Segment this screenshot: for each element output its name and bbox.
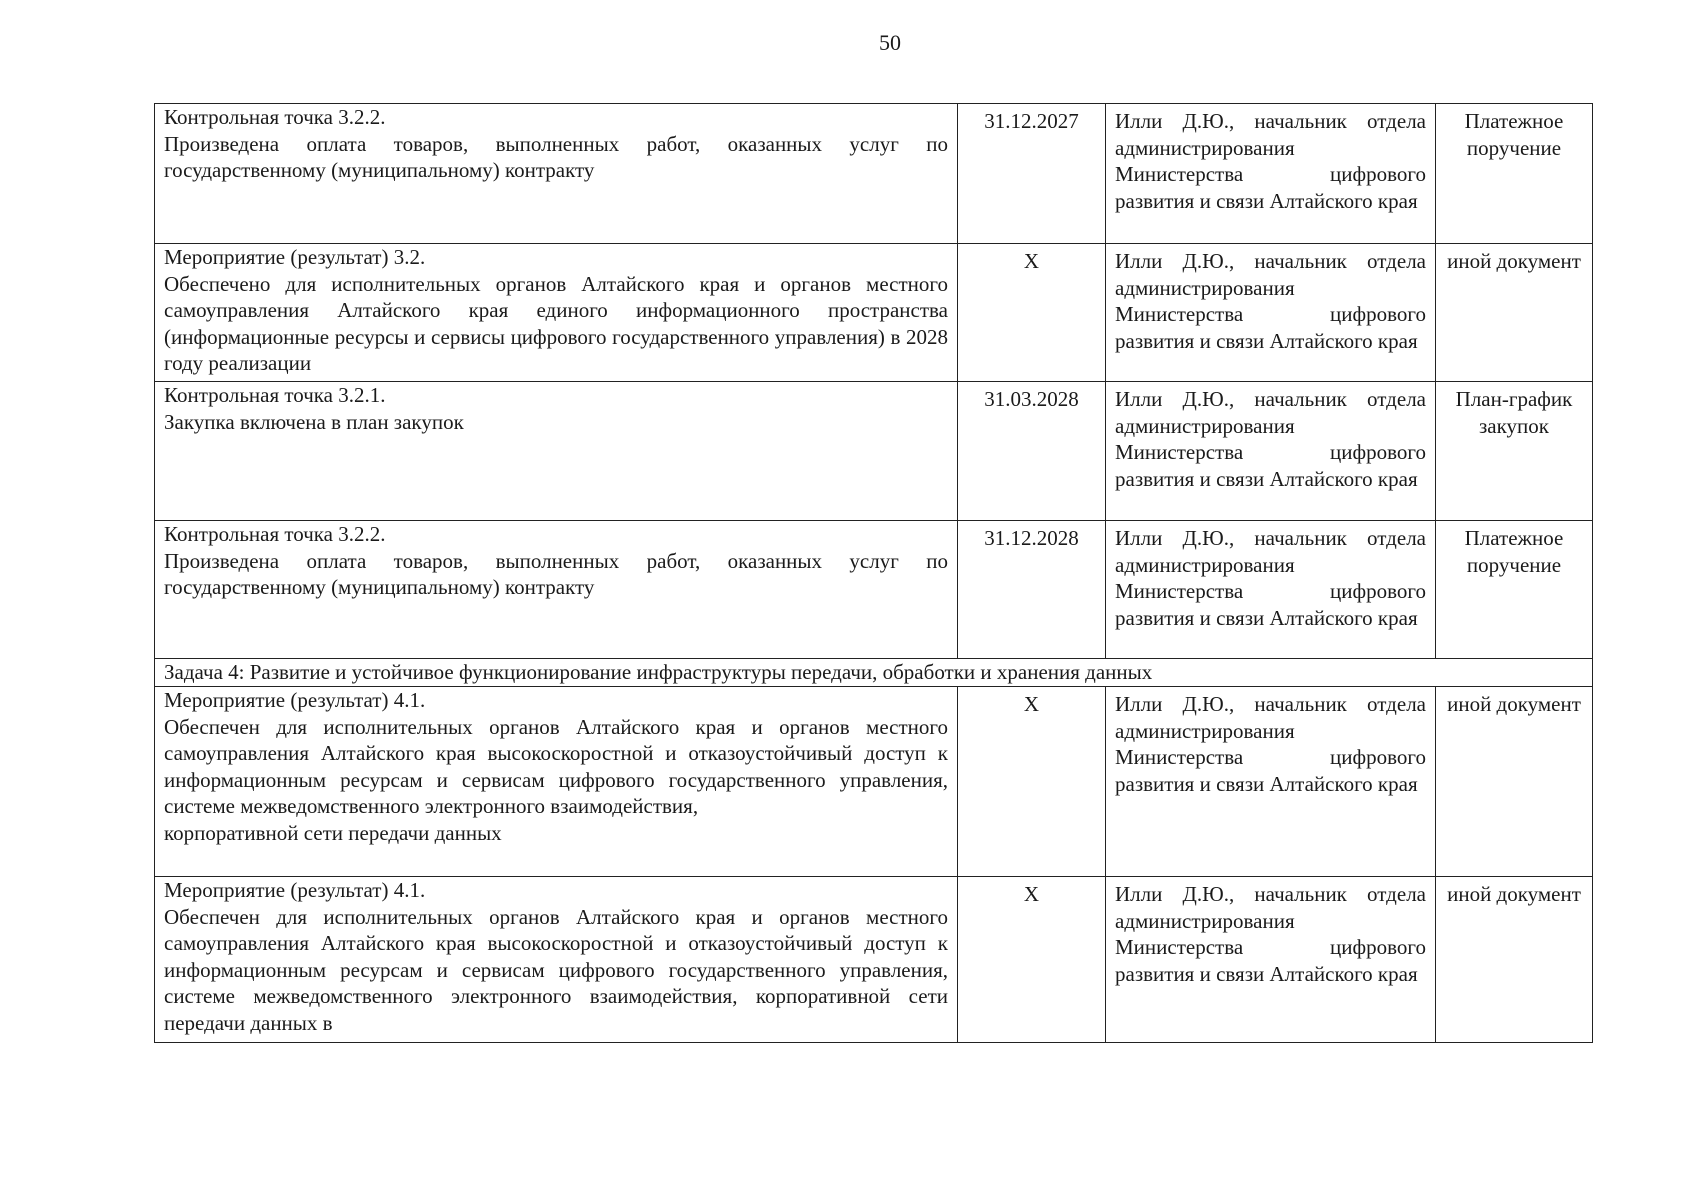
row-document: иной документ: [1447, 882, 1581, 906]
task-cell: Задача 4: Развитие и устойчивое функционирование инфраструктуры передачи, обработки и хранения данных: [155, 659, 1593, 687]
row-document: План-график закупок: [1455, 387, 1573, 438]
table-row: [155, 244, 1593, 382]
responsible-cell: [1106, 877, 1436, 1043]
date-cell: [958, 877, 1106, 1043]
row-date: X: [1023, 249, 1040, 273]
row-description: Обеспечен для исполнительных органов Алтайского края и органов местного самоуправления Алтайского края высокоскоростной и отказоустойчивый доступ к информационным ресурсам и сервисам цифрового государственного управления, системе межведомственного электронного взаимодействия, корпоративной сети передачи данных в: [164, 904, 948, 1035]
row-responsible: Илли Д.Ю., начальник отдела администрирования Министерства цифрового развития и связи Алтайского края: [1115, 692, 1426, 796]
row-date: X: [1023, 692, 1040, 716]
row-title: Контрольная точка 3.2.1.: [164, 383, 386, 407]
row-title: Мероприятие (результат) 4.1.: [164, 878, 426, 902]
row-responsible: Илли Д.Ю., начальник отдела администрирования Министерства цифрового развития и связи Алтайского края: [1115, 882, 1426, 986]
row-responsible: Илли Д.Ю., начальник отдела администрирования Министерства цифрового развития и связи Алтайского края: [1115, 387, 1426, 491]
row-title: Контрольная точка 3.2.2.: [164, 522, 386, 546]
event-cell: [155, 104, 958, 244]
date-cell: [958, 687, 1106, 877]
row-responsible: Илли Д.Ю., начальник отдела администрирования Министерства цифрового развития и связи Алтайского края: [1115, 526, 1426, 630]
row-description: Произведена оплата товаров, выполненных работ, оказанных услуг по государственному (муниципальному) контракту: [164, 548, 948, 599]
row-title: Контрольная точка 3.2.2.: [164, 105, 386, 129]
event-cell: [155, 877, 958, 1043]
date-cell: [958, 104, 1106, 244]
event-cell: [155, 521, 958, 659]
row-document: Платежное поручение: [1464, 109, 1564, 160]
document-cell: [1436, 382, 1593, 521]
document-cell: [1436, 104, 1593, 244]
table-row: [155, 521, 1593, 659]
row-document: иной документ: [1447, 692, 1581, 716]
responsible-cell: [1106, 521, 1436, 659]
row-description: Произведена оплата товаров, выполненных работ, оказанных услуг по государственному (муниципальному) контракту: [164, 131, 948, 182]
row-description: Обеспечено для исполнительных органов Алтайского края и органов местного самоуправления Алтайского края единого информационного пространства (информационные ресурсы и сервисы цифрового государственного управления) в 2028 году реализации: [164, 271, 948, 375]
row-description-extra: корпоративной сети передачи данных: [164, 820, 502, 845]
plan-table: [154, 103, 1593, 1043]
responsible-cell: [1106, 104, 1436, 244]
document-cell: [1436, 877, 1593, 1043]
row-responsible: Илли Д.Ю., начальник отдела администрирования Министерства цифрового развития и связи Алтайского края: [1115, 109, 1426, 213]
row-document: иной документ: [1447, 249, 1581, 273]
responsible-cell: [1106, 382, 1436, 521]
document-cell: [1436, 687, 1593, 877]
table-row: [155, 877, 1593, 1043]
table-row: [155, 104, 1593, 244]
event-cell: [155, 244, 958, 382]
document-cell: [1436, 244, 1593, 382]
row-title: Мероприятие (результат) 3.2.: [164, 245, 426, 269]
event-cell: [155, 687, 958, 877]
responsible-cell: [1106, 244, 1436, 382]
table-row: [155, 687, 1593, 877]
row-document: Платежное поручение: [1464, 526, 1564, 577]
date-cell: [958, 521, 1106, 659]
date-cell: [958, 244, 1106, 382]
row-title: Мероприятие (результат) 4.1.: [164, 688, 426, 712]
row-date: 31.12.2027: [984, 109, 1079, 133]
page-number: 50: [879, 30, 901, 55]
row-date: X: [1023, 882, 1040, 906]
row-date: 31.03.2028: [984, 387, 1079, 411]
table-row: [155, 382, 1593, 521]
event-cell: [155, 382, 958, 521]
responsible-cell: [1106, 687, 1436, 877]
row-description: Обеспечен для исполнительных органов Алтайского края и органов местного самоуправления Алтайского края высокоскоростной и отказоустойчивый доступ к информационным ресурсам и сервисам цифрового государственного управления, системе межведомственного электронного взаимодействия,: [164, 714, 948, 818]
row-description: Закупка включена в план закупок: [164, 409, 464, 434]
date-cell: [958, 382, 1106, 521]
task-row: [155, 659, 1593, 687]
document-cell: [1436, 521, 1593, 659]
row-date: 31.12.2028: [984, 526, 1079, 550]
row-responsible: Илли Д.Ю., начальник отдела администрирования Министерства цифрового развития и связи Алтайского края: [1115, 249, 1426, 353]
